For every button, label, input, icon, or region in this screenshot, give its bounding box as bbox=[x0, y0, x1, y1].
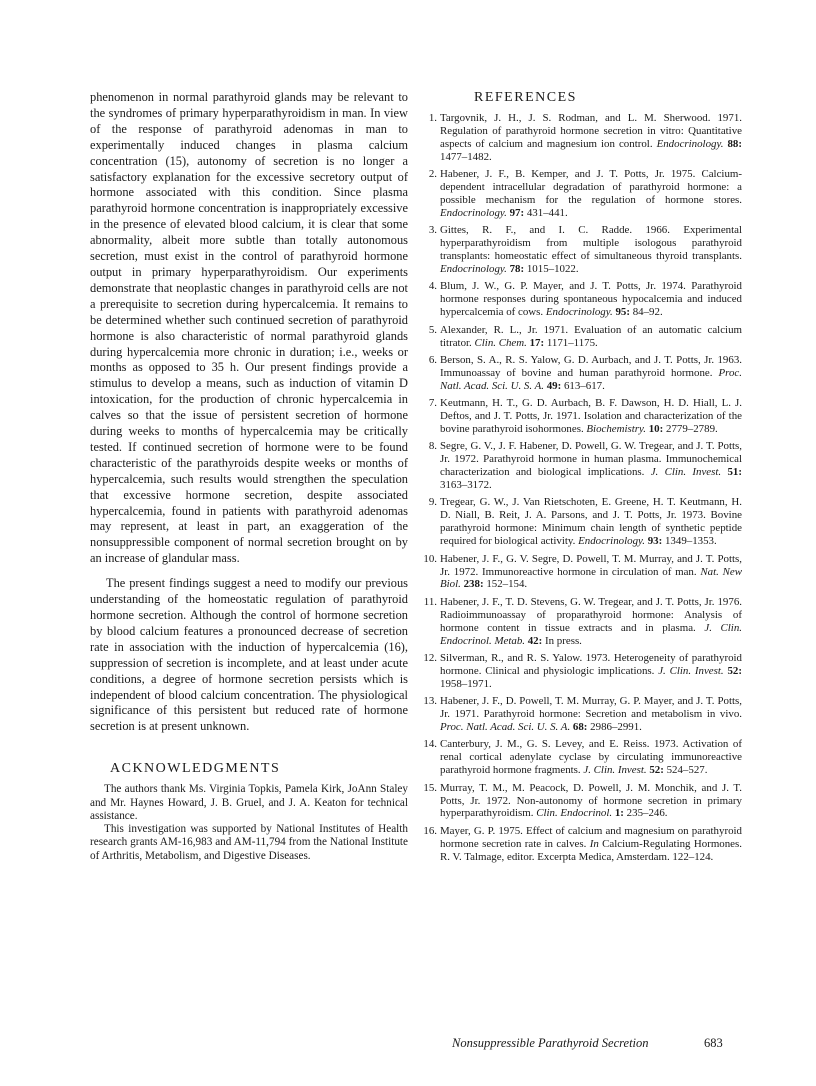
running-title: Nonsuppressible Parathyroid Secretion bbox=[452, 1036, 649, 1050]
reference-item bbox=[424, 168, 742, 220]
reference-journal: Endocrinology. bbox=[440, 206, 507, 219]
reference-text: Silverman, R., and R. S. Yalow. 1973. Heterogeneity of parathyroid hormone. Clinical and physiologic implications. bbox=[440, 651, 742, 677]
reference-text: Gittes, R. F., and I. C. Radde. 1966. Experimental hyperparathyroidism from multiple isologous parathyroid transplants: homeostatic effect of simultaneous thyroid transplants. bbox=[440, 224, 742, 263]
reference-item bbox=[424, 652, 742, 691]
reference-number: 14. bbox=[423, 738, 437, 751]
reference-journal: Endocrinology. bbox=[545, 306, 613, 319]
references-heading: REFERENCES bbox=[474, 90, 577, 105]
reference-journal: Proc. Natl. Acad. Sci. U. S. A. bbox=[440, 720, 571, 733]
reference-item bbox=[424, 324, 742, 350]
reference-journal: J. Clin. Invest. bbox=[583, 764, 647, 777]
reference-pages: 3163–3172. bbox=[440, 479, 492, 492]
reference-pages: Calcium-Regulating Hormones. R. V. Talmage, editor. Excerpta Medica, Amsterdam. 122–124. bbox=[440, 837, 742, 863]
reference-journal: Endocrinology. bbox=[440, 262, 507, 275]
reference-volume: 97: bbox=[509, 206, 525, 219]
reference-pages: 84–92. bbox=[632, 306, 663, 319]
reference-item bbox=[424, 553, 742, 592]
reference-text: Habener, J. F., T. D. Stevens, G. W. Tregear, and J. T. Potts, Jr. 1976. Radioimmunoassay of proparathyroid hormone: Analysis of hormone content in tissue extracts and in plasma. bbox=[440, 595, 742, 634]
reference-pages: 235–246. bbox=[626, 807, 668, 820]
reference-item bbox=[424, 280, 742, 319]
acknowledgments-paragraph: This investigation was supported by National Institutes of Health research grants AM-16,983 and AM-11,794 from the National Institute of Arthritis, Metabolism, and Digestive Diseases. bbox=[90, 823, 408, 862]
body-paragraph: The present findings suggest a need to modify our previous understanding of the homeostatic regulation of parathyroid hormone secretion. Although the control of hormone secretion by blood calcium features a pronounced decrease of secretion rate in association with the induction of hypercalcemia (16), suppression of secretion is incomplete, and at least under acute conditions, a degree of hormone secretion persists which is independent of blood calcium concentration. The physiological significance of this persistent but reduced rate of hormone secretion is at present unknown. bbox=[90, 576, 408, 734]
reference-volume: 49: bbox=[546, 379, 562, 392]
reference-volume: 238: bbox=[463, 578, 484, 591]
reference-volume: 68: bbox=[572, 720, 588, 733]
reference-text: Murray, T. M., M. Peacock, D. Powell, J. M. Monchik, and J. T. Potts, Jr. 1972. Non-autonomy of hormone secretion in primary hyperparathyroidism. bbox=[440, 781, 742, 820]
reference-volume: 88: bbox=[727, 137, 742, 150]
reference-journal: Biochemistry. bbox=[586, 422, 646, 435]
reference-journal: Clin. Endocrinol. bbox=[536, 807, 613, 820]
reference-journal: J. Clin. Endocrinol. Metab. bbox=[440, 621, 743, 647]
reference-text: Mayer, G. P. 1975. Effect of calcium and magnesium on parathyroid hormone secretion rate in calves. bbox=[440, 824, 742, 850]
references-column bbox=[424, 90, 742, 868]
reference-pages: 2779–2789. bbox=[666, 422, 718, 435]
reference-text: Tregear, G. W., J. Van Rietschoten, E. Greene, H. T. Keutmann, H. D. Niall, B. Reit, J. A. Parsons, and J. T. Potts, Jr. 1973. Bovine parathyroid hormone: Minimum chain length of synthetic peptide required for biological activity. bbox=[440, 496, 742, 548]
reference-text: Segre, G. V., J. F. Habener, D. Powell, G. W. Tregear, and J. T. Potts, Jr. 1972. Parathyroid hormone in human plasma. Immunochemical characterization and biological implications. bbox=[440, 440, 742, 479]
reference-text: Canterbury, J. M., G. S. Levey, and E. Reiss. 1973. Activation of renal cortical adenylate cyclase by circulating immunoreactive parathyroid hormone fragments. bbox=[440, 738, 742, 777]
reference-list bbox=[424, 112, 742, 864]
reference-text: Keutmann, H. T., G. D. Aurbach, B. F. Dawson, H. D. Hiall, L. J. Deftos, and J. T. Potts, Jr. 1971. Isolation and characterization of the bovine parathyroid isohormones. bbox=[440, 397, 742, 435]
reference-item bbox=[424, 825, 742, 864]
reference-number: 7. bbox=[428, 397, 437, 410]
reference-item bbox=[424, 224, 742, 276]
reference-item bbox=[424, 440, 742, 492]
reference-number: 11. bbox=[423, 595, 437, 608]
reference-number: 13. bbox=[423, 695, 437, 708]
reference-volume: 95: bbox=[615, 306, 630, 319]
reference-number: 16. bbox=[423, 824, 437, 837]
reference-volume: 17: bbox=[529, 336, 545, 349]
reference-volume: 51: bbox=[727, 466, 742, 479]
page-number: 683 bbox=[704, 1036, 723, 1050]
reference-pages: 431–441. bbox=[526, 206, 568, 219]
reference-item bbox=[424, 112, 742, 164]
reference-text: Habener, J. F., G. V. Segre, D. Powell, T. M. Murray, and J. T. Potts, Jr. 1972. Immunoreactive hormone in circulation of man. bbox=[440, 552, 742, 578]
reference-pages: 524–527. bbox=[666, 764, 708, 777]
reference-number: 4. bbox=[428, 280, 437, 293]
reference-text: Blum, J. W., G. P. Mayer, and J. T. Potts, Jr. 1974. Parathyroid hormone responses during spontaneous hypocalcemia and induced hypercalcemia of cows. bbox=[440, 280, 742, 319]
left-column bbox=[90, 90, 408, 863]
reference-item bbox=[424, 695, 742, 734]
acknowledgments-paragraph: The authors thank Ms. Virginia Topkis, Pamela Kirk, JoAnn Staley and Mr. Haynes Howard, J. B. Gruel, and J. A. Keaton for technical assistance. bbox=[90, 783, 408, 822]
reference-volume: 42: bbox=[527, 634, 543, 647]
reference-journal: Nat. New Biol. bbox=[440, 565, 742, 591]
reference-text: Targovnik, J. H., J. S. Rodman, and L. M. Sherwood. 1971. Regulation of parathyroid hormone secretion in vitro: Quantitative aspects of calcium and magnesium ion control. bbox=[440, 112, 742, 150]
reference-journal: Endocrinology. bbox=[656, 137, 724, 150]
reference-number: 3. bbox=[428, 224, 437, 237]
reference-text: Habener, J. F., B. Kemper, and J. T. Potts, Jr. 1975. Calcium-dependent intracellular degradation of parathyroid hormone: a possible mechanism for the regulation of hormone stores. bbox=[440, 168, 742, 206]
reference-journal: Proc. Natl. Acad. Sci. U. S. A. bbox=[440, 366, 742, 392]
reference-number: 15. bbox=[423, 781, 437, 794]
reference-journal: Endocrinology. bbox=[578, 535, 645, 548]
reference-number: 1. bbox=[428, 112, 437, 124]
acknowledgments-heading: ACKNOWLEDGMENTS bbox=[110, 761, 281, 777]
reference-item bbox=[424, 496, 742, 548]
body-paragraph: phenomenon in normal parathyroid glands may be relevant to the syndromes of primary hyperparathyroidism in man. In view of the response of parathyroid adenomas in man to experimentally induced changes in plasma calcium concentration (15), autonomy of secretion is no longer a satisfactory explanation for the excessive secretory output of hormone associated with this condition. Since plasma parathyroid hormone concentration is inappropriately excessive in the presence of elevated blood calcium, it is clear that some abnormality, albeit more subtle than totally autonomous secretion, must exist in the control of parathyroid hormone output in primary hyperparathyroidism. Our experiments demonstrate that neoplastic changes in parathyroid cells are not a prerequisite to secretion during hypercalcemia. It remains to be determined whether such continued secretion of parathyroid hormone is also characteristic of normal parathyroid glands during hypercalcemia more chronic in duration; i.e., weeks or months as opposed to 35 h. Our present findings provide a stimulus to develop a means, such as induction of vitamin D intoxication, for the production of chronic hypercalcemia in calves so that the issue of persistent secretion of hormone during weeks to months of hypercalcemia may be critically tested. If continued secretion of hormone were to be found characteristic of the parathyroids despite weeks or months of hypercalcemia, such results would strengthen the speculation that excessive hormone secretion, despite associated hypercalcemia, found in patients with parathyroid adenomas may represent, at least in part, an exaggeration of the nonsuppressible component of normal secretion brought on by an increase of glandular mass. bbox=[90, 90, 408, 566]
reference-text: Habener, J. F., D. Powell, T. M. Murray, G. P. Mayer, and J. T. Potts, Jr. 1971. Parathyroid hormone: Secretion and metabolism in vivo. bbox=[440, 695, 742, 721]
reference-text: Alexander, R. L., Jr. 1971. Evaluation of an automatic calcium titrator. bbox=[440, 323, 742, 349]
reference-volume: 52: bbox=[649, 764, 664, 777]
reference-number: 8. bbox=[428, 440, 437, 453]
reference-pages: 1477–1482. bbox=[440, 150, 492, 163]
reference-volume: 1: bbox=[614, 807, 624, 820]
reference-number: 10. bbox=[423, 552, 437, 565]
reference-volume: 52: bbox=[727, 664, 743, 677]
reference-pages: 1349–1353. bbox=[664, 535, 717, 548]
reference-volume: 78: bbox=[509, 262, 525, 275]
reference-number: 2. bbox=[428, 168, 437, 181]
reference-pages: 1015–1022. bbox=[526, 262, 579, 275]
reference-text: Berson, S. A., R. S. Yalow, G. D. Aurbach, and J. T. Potts, Jr. 1963. Immunoassay of bovine and human parathyroid hormone. bbox=[440, 353, 742, 379]
reference-journal: J. Clin. Invest. bbox=[650, 466, 722, 479]
reference-item bbox=[424, 738, 742, 777]
reference-journal: Clin. Chem. bbox=[474, 336, 527, 349]
reference-journal: J. Clin. Invest. bbox=[658, 664, 724, 677]
reference-number: 5. bbox=[428, 323, 437, 336]
reference-journal: In bbox=[589, 837, 599, 850]
reference-pages: 152–154. bbox=[486, 578, 528, 591]
reference-pages: 1171–1175. bbox=[546, 336, 598, 349]
reference-item bbox=[424, 397, 742, 436]
reference-pages: In press. bbox=[545, 634, 582, 647]
reference-volume: 93: bbox=[647, 535, 663, 548]
reference-number: 12. bbox=[423, 651, 437, 664]
reference-number: 9. bbox=[428, 496, 437, 509]
reference-number: 6. bbox=[428, 353, 437, 366]
reference-pages: 613–617. bbox=[563, 379, 605, 392]
reference-item bbox=[424, 354, 742, 393]
reference-volume: 10: bbox=[648, 422, 664, 435]
reference-item bbox=[424, 596, 742, 648]
reference-pages: 1958–1971. bbox=[440, 677, 492, 690]
reference-item bbox=[424, 782, 742, 821]
reference-pages: 2986–2991. bbox=[590, 720, 642, 733]
